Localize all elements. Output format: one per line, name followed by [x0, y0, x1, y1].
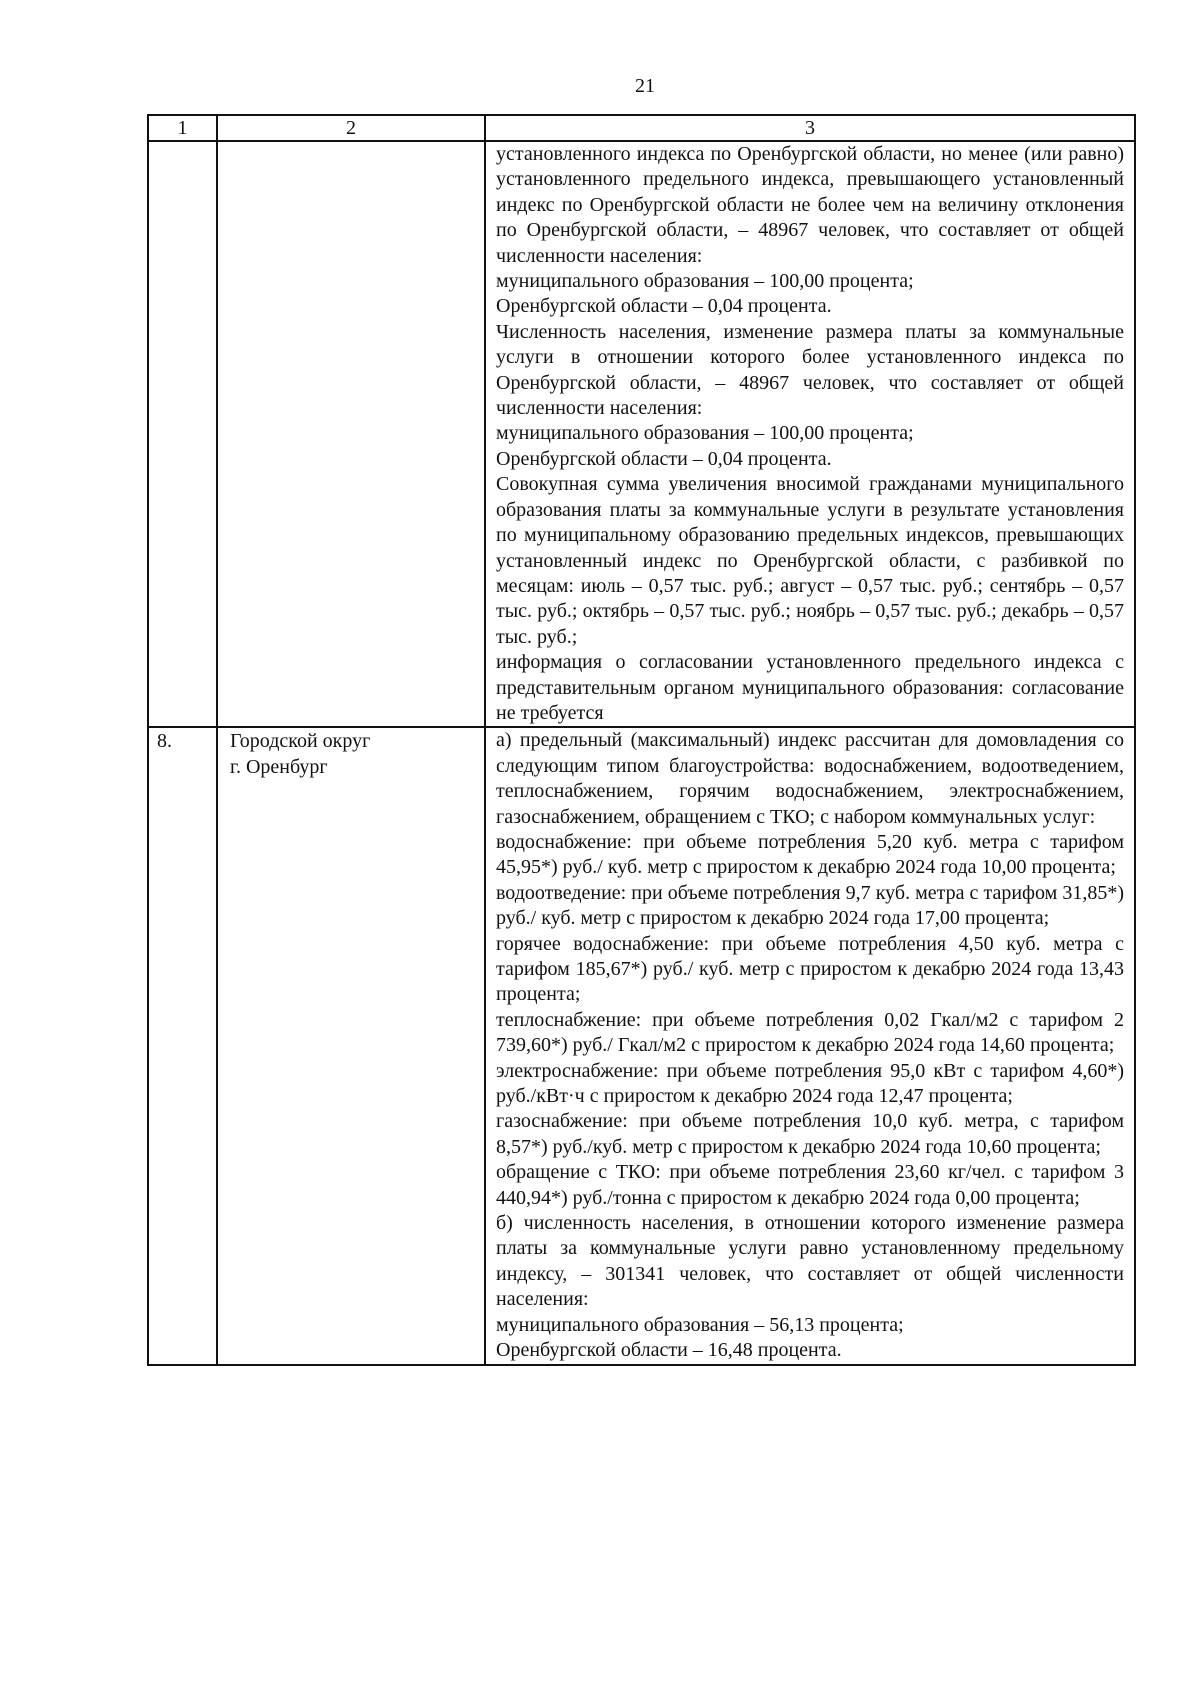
municipality-name-line1: Городской округ	[230, 730, 371, 753]
paragraph: Оренбургской области – 0,04 процента.	[496, 295, 832, 318]
paragraph: теплоснабжение: при объеме потребления 0,02 Гкал/м2 с тарифом 2 739,60*) руб./ Гкал/м2 с приростом к декабрю 2024 года 14,60 процента;	[496, 1008, 1124, 1057]
paragraph: установленного индекса по Оренбургской области, но менее (или равно) установленного предельного индекса, превышающего установленный индекс по Оренбургской области не более чем на величину отклонения по Оренбургской области, – 48967 человек, что составляет от общей численности населения:	[496, 143, 1124, 267]
table-row-continued	[148, 141, 1135, 727]
row-number-cell: 8.	[148, 727, 217, 1364]
table-header-row	[148, 115, 1135, 141]
municipality-name-line2: г. Оренбург	[230, 755, 328, 778]
paragraph: Оренбургской области – 16,48 процента.	[496, 1339, 842, 1362]
description-cell	[485, 141, 1135, 727]
paragraph: горячее водоснабжение: при объеме потребления 4,50 куб. метра с тарифом 185,67*) руб./ куб. метр с приростом к декабрю 2024 года 13,43 процента;	[496, 932, 1124, 1006]
paragraph: водоснабжение: при объеме потребления 5,20 куб. метра с тарифом 45,95*) руб./ куб. метр с приростом к декабрю 2024 года 10,00 процента;	[496, 830, 1124, 879]
paragraph: информация о согласовании установленного предельного индекса с представительным органом муниципального образования: согласование не требуется	[496, 651, 1124, 724]
paragraph: Численность населения, изменение размера платы за коммунальные услуги в отношении которого более установленного индекса по Оренбургской области, – 48967 человек, что составляет от общей численности населения:	[496, 320, 1124, 420]
paragraph: муниципального образования – 56,13 процента;	[496, 1313, 904, 1336]
paragraph: электроснабжение: при объеме потребления 95,0 кВт с тарифом 4,60*) руб./кВт·ч с приростом к декабрю 2024 года 12,47 процента;	[496, 1059, 1124, 1108]
table-row-8	[148, 727, 1135, 1364]
paragraph: б) численность населения, в отношении которого изменение размера платы за коммунальные услуги равно установленному предельному индексу, – 301341 человек, что составляет от общей численности населения:	[496, 1212, 1124, 1311]
row-number-cell	[148, 141, 217, 727]
municipality-cell	[217, 727, 485, 1364]
description-cell	[485, 727, 1135, 1364]
header-cell-2: 2	[217, 115, 485, 141]
paragraph: муниципального образования – 100,00 процента;	[496, 270, 914, 293]
paragraph: муниципального образования – 100,00 процента;	[496, 422, 914, 445]
municipality-cell	[217, 141, 485, 727]
paragraph: обращение с ТКО: при объеме потребления 23,60 кг/чел. с тарифом 3 440,94*) руб./тонна с приростом к декабрю 2024 года 0,00 процента;	[496, 1161, 1124, 1209]
header-cell-3: 3	[485, 115, 1135, 141]
header-cell-1: 1	[148, 115, 217, 141]
paragraph: Оренбургской области – 0,04 процента.	[496, 447, 832, 470]
paragraph: водоотведение: при объеме потребления 9,7 куб. метра с тарифом 31,85*) руб./ куб. метр с приростом к декабрю 2024 года 17,00 процента;	[496, 881, 1124, 930]
paragraph: Совокупная сумма увеличения вносимой гражданами муниципального образования платы за коммунальные услуги в результате установления по муниципальному образованию предельных индексов, превышающих установленный индекс по Оренбургской области, с разбивкой по месяцам: июль – 0,57 тыс. руб.; август – 0,57 тыс. руб.; сентябрь – 0,57 тыс. руб.; октябрь – 0,57 тыс. руб.; ноябрь – 0,57 тыс. руб.; декабрь – 0,57 тыс. руб.;	[496, 473, 1124, 648]
page-number: 21	[635, 75, 655, 97]
tariff-table	[147, 114, 1136, 1366]
paragraph: а) предельный (максимальный) индекс рассчитан для домовладения со следующим типом благоустройства: водоснабжением, водоотведением, теплоснабжением, горячим водоснабжением, электроснабжением, газоснабжением, обращением с ТКО; с набором коммунальных услуг:	[496, 729, 1124, 828]
paragraph: газоснабжение: при объеме потребления 10,0 куб. метра, с тарифом 8,57*) руб./куб. метр с приростом к декабрю 2024 года 10,60 процента;	[496, 1110, 1124, 1158]
